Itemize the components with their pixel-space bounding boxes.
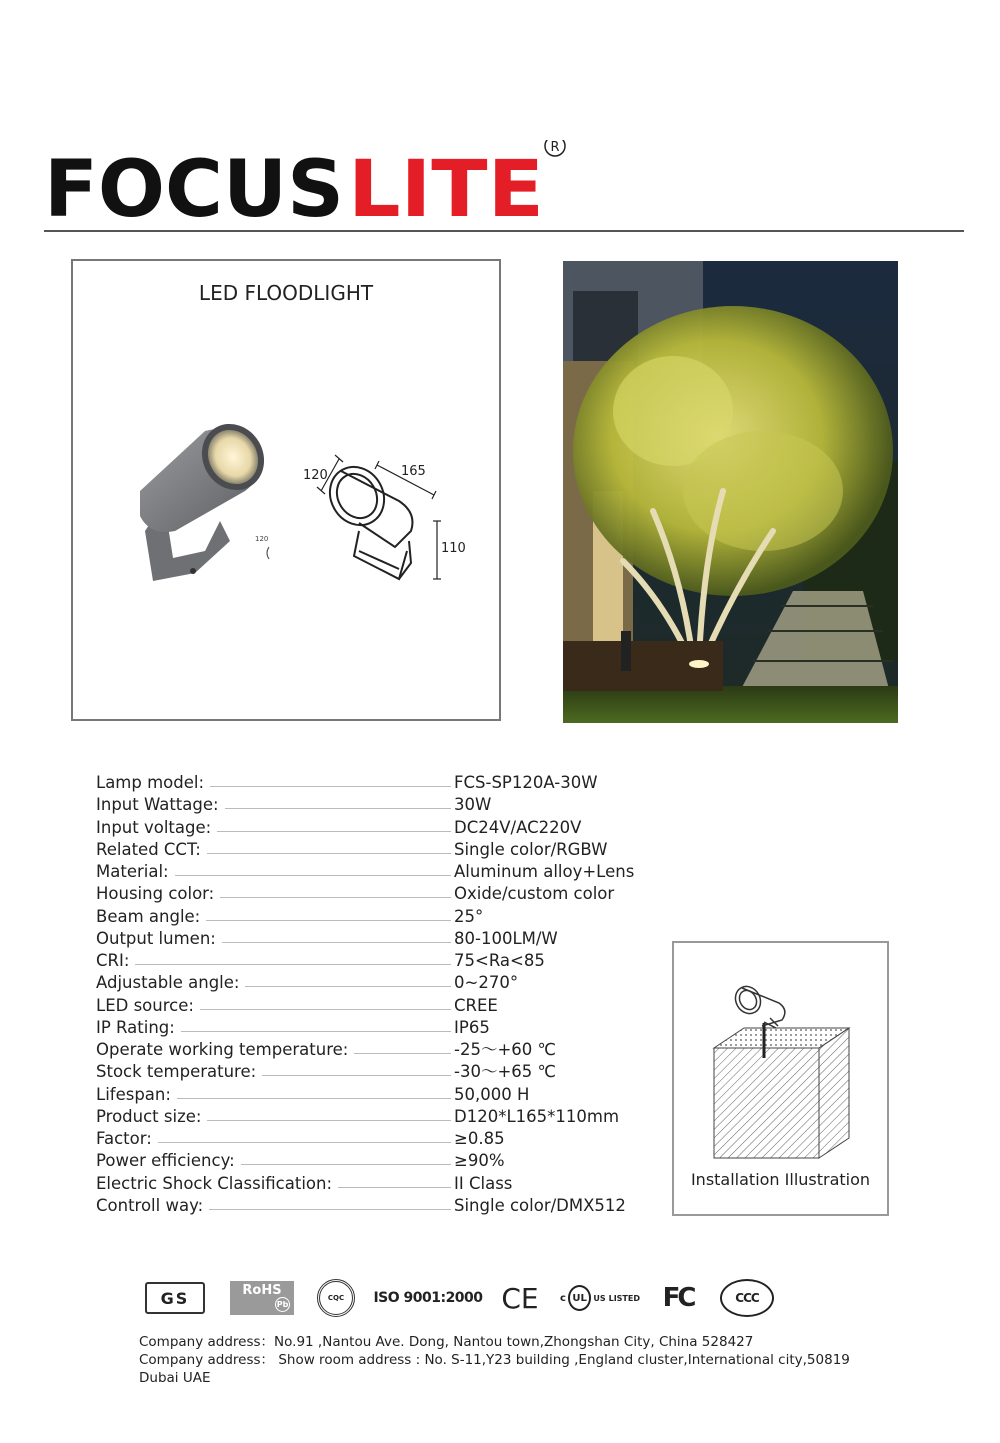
- brand-logo: [44, 140, 574, 230]
- cqc-cert-icon: [316, 1278, 356, 1318]
- spec-label: Factor:: [96, 1128, 158, 1150]
- spec-value: -25～+60 ℃: [454, 1040, 557, 1059]
- dimension-165: 165: [401, 464, 426, 479]
- spec-value: 25°: [454, 906, 484, 926]
- installation-caption: Installation Illustration: [690, 1170, 871, 1189]
- spec-table: [96, 772, 656, 1217]
- application-photo: [563, 261, 898, 723]
- spec-row: [96, 1039, 656, 1061]
- pb-label: Pb: [275, 1297, 290, 1312]
- spec-label: Input Wattage:: [96, 794, 225, 816]
- dimension-drawing: [299, 451, 469, 605]
- spec-label: Electric Shock Classification:: [96, 1173, 338, 1195]
- spec-label: CRI:: [96, 950, 135, 972]
- spec-label: Output lumen:: [96, 928, 222, 950]
- spec-value: CREE: [454, 995, 498, 1015]
- spec-label: Operate working temperature:: [96, 1039, 354, 1061]
- product-title: LED FLOODLIGHT: [198, 281, 374, 305]
- spec-row: [96, 1173, 656, 1195]
- installation-drawing: [704, 978, 864, 1172]
- ul-listed-label: LISTED: [608, 1293, 640, 1303]
- spec-row: [96, 817, 656, 839]
- spec-row: [96, 794, 656, 816]
- spec-value: IP65: [454, 1017, 490, 1037]
- spec-row: [96, 1106, 656, 1128]
- gs-label: GS: [145, 1282, 205, 1314]
- spec-row: [96, 883, 656, 905]
- spec-value: D120*L165*110mm: [454, 1106, 620, 1126]
- spec-row: [96, 1017, 656, 1039]
- spec-value: Single color/DMX512: [454, 1195, 626, 1215]
- spec-label: Power efficiency:: [96, 1150, 241, 1172]
- company-address-2: Company address： Show room address : No. S-11,Y23 building ,England cluster,International city,50819 Dubai UAE: [139, 1352, 850, 1386]
- spec-label: Lifespan:: [96, 1084, 177, 1106]
- spec-row: [96, 950, 656, 972]
- spec-value: Single color/RGBW: [454, 839, 608, 859]
- certification-row: [140, 1278, 780, 1322]
- ccc-cert-icon: [718, 1278, 776, 1318]
- spec-label: IP Rating:: [96, 1017, 181, 1039]
- spec-row: [96, 906, 656, 928]
- header-divider: [44, 230, 964, 232]
- spec-row: [96, 972, 656, 994]
- rohs-label: RoHS: [242, 1283, 282, 1298]
- registered-mark: R: [550, 140, 560, 155]
- ce-cert-label: CE: [501, 1281, 539, 1315]
- spec-label: Lamp model:: [96, 772, 210, 794]
- spec-label: Material:: [96, 861, 175, 883]
- spec-label: Beam angle:: [96, 906, 206, 928]
- spec-value: II Class: [454, 1173, 513, 1193]
- spec-row: [96, 772, 656, 794]
- spec-value: 30W: [454, 795, 492, 815]
- product-panel: [71, 259, 501, 721]
- dimension-110: 110: [441, 541, 466, 556]
- spec-label: Input voltage:: [96, 817, 217, 839]
- spec-value: 80-100LM/W: [454, 928, 558, 948]
- spec-label: Adjustable angle:: [96, 972, 245, 994]
- brand-name-red: LITE: [348, 145, 544, 230]
- ul-c-label: c: [560, 1292, 566, 1304]
- spec-value: 75<Ra<85: [454, 951, 545, 970]
- spec-label: Related CCT:: [96, 839, 207, 861]
- spec-value: 50,000 H: [454, 1084, 530, 1104]
- ul-label: UL: [568, 1285, 591, 1311]
- spec-value: Aluminum alloy+Lens: [454, 862, 635, 881]
- spec-row: [96, 1128, 656, 1150]
- spec-label: Stock temperature:: [96, 1061, 262, 1083]
- small-dimension-label: 120: [255, 535, 269, 543]
- company-address-1: Company address：No.91 ,Nantou Ave. Dong, Nantou town,Zhongshan City, China 528427: [139, 1334, 754, 1350]
- product-photo: [135, 421, 275, 595]
- spec-value: Oxide/custom color: [454, 884, 615, 904]
- spec-value: -30～+65 ℃: [454, 1062, 557, 1082]
- fc-cert-label: FC: [662, 1283, 694, 1313]
- gs-cert-icon: [145, 1278, 205, 1318]
- ul-us-label: US: [593, 1293, 606, 1303]
- brand-name-dark: FOCUS: [44, 145, 344, 230]
- ul-cert-icon: [560, 1278, 640, 1318]
- spec-row: [96, 1061, 656, 1083]
- spec-value: DC24V/AC220V: [454, 817, 582, 837]
- spec-value: FCS-SP120A-30W: [454, 773, 598, 792]
- footer: [139, 1333, 879, 1387]
- iso-cert-label: ISO 9001:2000: [373, 1290, 483, 1306]
- spec-value: ≥0.85: [454, 1129, 505, 1148]
- spec-label: Housing color:: [96, 883, 220, 905]
- spec-label: LED source:: [96, 995, 200, 1017]
- spec-value: ≥90%: [454, 1151, 505, 1171]
- spec-label: Product size:: [96, 1106, 207, 1128]
- cqc-label: CQC: [317, 1279, 355, 1317]
- dimension-120: 120: [303, 468, 328, 483]
- spec-row: [96, 995, 656, 1017]
- spec-row: [96, 928, 656, 950]
- spec-row: [96, 1084, 656, 1106]
- installation-panel: [672, 941, 889, 1216]
- spec-row: [96, 861, 656, 883]
- spec-label: Controll way:: [96, 1195, 209, 1217]
- spec-row: [96, 1195, 656, 1217]
- spec-value: 0~270°: [454, 973, 519, 993]
- spec-row: [96, 839, 656, 861]
- spec-row: [96, 1150, 656, 1172]
- ccc-label: CCC: [720, 1279, 774, 1317]
- rohs-cert-icon: [228, 1278, 296, 1318]
